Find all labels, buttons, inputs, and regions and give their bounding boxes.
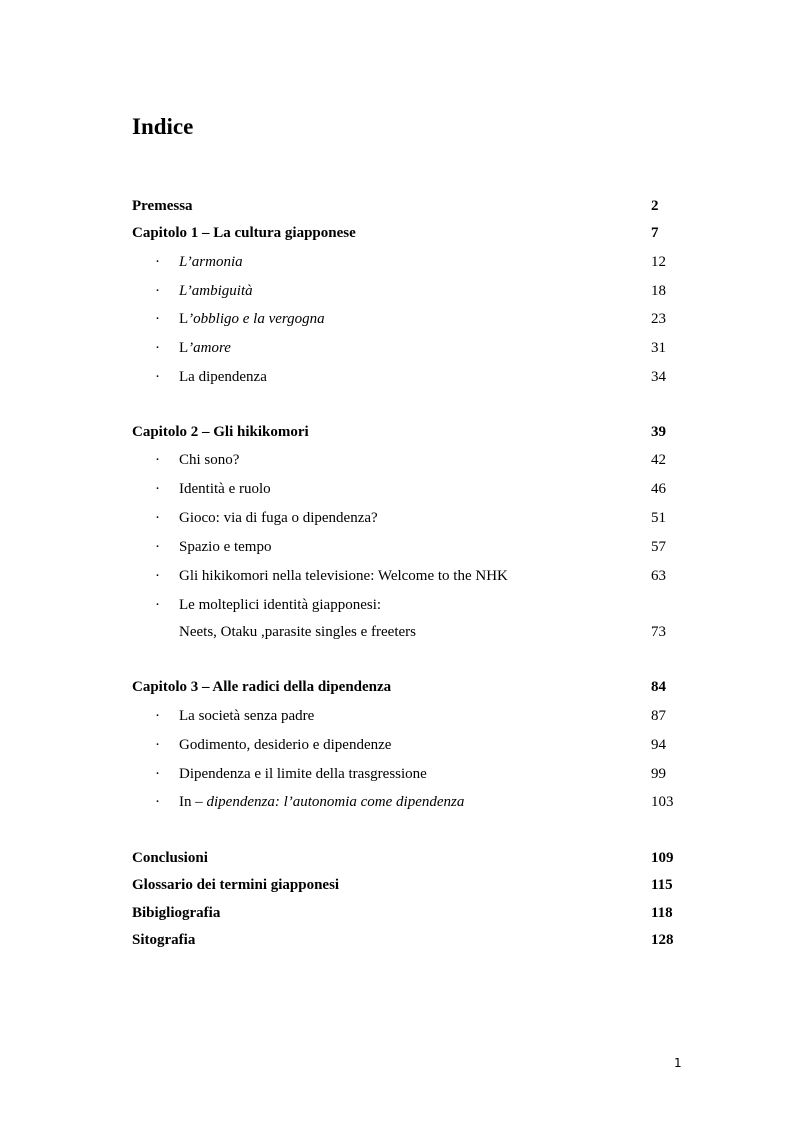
- toc-label: Chi sono?: [179, 452, 240, 468]
- bullet-icon: ·: [155, 568, 160, 584]
- toc-page-number: 84: [651, 679, 666, 695]
- toc-entry-societa-senza-padre[interactable]: [132, 705, 680, 727]
- toc-entry-capitolo-2[interactable]: [132, 421, 680, 443]
- toc-label: L’ambiguità: [179, 283, 253, 299]
- toc-entry-chi-sono[interactable]: [132, 449, 680, 471]
- toc-page-number: 118: [651, 905, 673, 921]
- toc-page-number: 87: [651, 708, 666, 724]
- toc-label: La dipendenza: [179, 369, 267, 385]
- toc-entry-capitolo-1[interactable]: [132, 222, 680, 244]
- toc-entry-obbligo-vergogna[interactable]: [132, 308, 680, 330]
- toc-entry-sitografia[interactable]: [132, 929, 680, 951]
- toc-page-number: 94: [651, 737, 666, 753]
- toc-entry-televisione[interactable]: [132, 565, 680, 587]
- toc-label-prefix: In –: [179, 794, 207, 810]
- toc-label: [179, 791, 464, 813]
- bullet-icon: ·: [155, 311, 160, 327]
- toc-entry-capitolo-3[interactable]: [132, 676, 680, 698]
- toc-entry-trasgressione[interactable]: [132, 763, 680, 785]
- toc-page-number: 128: [651, 932, 674, 948]
- toc-entry-premessa[interactable]: [132, 195, 680, 217]
- toc-page-number: 103: [651, 794, 674, 810]
- toc-page-number: 109: [651, 850, 674, 866]
- toc-label-italic: ’amore: [188, 340, 231, 356]
- toc-label: Capitolo 2 – Gli hikikomori: [132, 424, 309, 440]
- bullet-icon: ·: [155, 737, 160, 753]
- bullet-icon: ·: [155, 369, 160, 385]
- bullet-icon: ·: [155, 539, 160, 555]
- bullet-icon: ·: [155, 766, 160, 782]
- toc-entry-molteplici-identita-cont[interactable]: [132, 621, 680, 643]
- toc-page-number: 99: [651, 766, 666, 782]
- bullet-icon: ·: [155, 510, 160, 526]
- bullet-icon: ·: [155, 481, 160, 497]
- toc-label-italic: dipendenza: l’autonomia come dipendenza: [206, 794, 465, 810]
- toc-entry-godimento[interactable]: [132, 734, 680, 756]
- toc-page-number: 12: [651, 254, 666, 270]
- toc-label: Premessa: [132, 198, 193, 214]
- toc-label: Glossario dei termini giapponesi: [132, 877, 340, 893]
- toc-label-prefix: L: [179, 340, 189, 356]
- toc-page-number: 23: [651, 311, 666, 327]
- toc-page-number: 42: [651, 452, 666, 468]
- toc-label: Godimento, desiderio e dipendenze: [179, 737, 392, 753]
- bullet-icon: ·: [155, 794, 160, 810]
- toc-entry-spazio-tempo[interactable]: [132, 536, 680, 558]
- toc-entry-molteplici-identita[interactable]: [132, 594, 680, 616]
- toc-label: Spazio e tempo: [179, 539, 272, 555]
- toc-page-number: 46: [651, 481, 666, 497]
- toc-label-prefix: L: [179, 311, 189, 327]
- toc-label: L’armonia: [179, 254, 243, 270]
- toc-page-number: 57: [651, 539, 666, 555]
- toc-label: Gioco: via di fuga o dipendenza?: [179, 510, 378, 526]
- toc-entry-conclusioni[interactable]: [132, 847, 680, 869]
- toc-label: Le molteplici identità giapponesi:: [179, 597, 382, 613]
- toc-label: La società senza padre: [179, 708, 315, 724]
- page-title: Indice: [132, 114, 194, 139]
- toc-page-number: 115: [651, 877, 673, 893]
- toc-page-number: 2: [651, 198, 659, 214]
- toc-page-number: 63: [651, 568, 666, 584]
- bullet-icon: ·: [155, 597, 160, 613]
- toc-label: [179, 308, 325, 330]
- toc-label: Dipendenza e il limite della trasgressione: [179, 766, 427, 782]
- toc-page-number: 31: [651, 340, 666, 356]
- toc-label: Neets, Otaku ,parasite singles e freeters: [179, 624, 416, 640]
- toc-page-number: 34: [651, 369, 666, 385]
- toc-entry-glossario[interactable]: [132, 874, 680, 896]
- toc-label: [179, 337, 231, 359]
- toc-entry-identita-ruolo[interactable]: [132, 478, 680, 500]
- toc-entry-ambiguita[interactable]: [132, 280, 680, 302]
- toc-label: Capitolo 3 – Alle radici della dipendenza: [132, 679, 392, 695]
- toc-page-number: 73: [651, 624, 666, 640]
- bullet-icon: ·: [155, 254, 160, 270]
- bullet-icon: ·: [155, 452, 160, 468]
- bullet-icon: ·: [155, 708, 160, 724]
- toc-entry-amore[interactable]: [132, 337, 680, 359]
- toc-label: Bibigliografia: [132, 905, 221, 921]
- toc-label: Sitografia: [132, 932, 196, 948]
- toc-label: Identità e ruolo: [179, 481, 271, 497]
- toc-label: Gli hikikomori nella televisione: Welcome to the NHK: [179, 568, 508, 584]
- bullet-icon: ·: [155, 340, 160, 356]
- page-number-footer: 1: [674, 1056, 682, 1070]
- toc-page-number: 39: [651, 424, 666, 440]
- toc-page-number: 18: [651, 283, 666, 299]
- toc-page-number: 51: [651, 510, 666, 526]
- toc-entry-bibliografia[interactable]: [132, 902, 680, 924]
- toc-page-number: 7: [651, 225, 659, 241]
- bullet-icon: ·: [155, 283, 160, 299]
- toc-entry-in-dipendenza[interactable]: [132, 791, 680, 813]
- toc-label-italic: ’obbligo e la vergogna: [188, 311, 325, 327]
- toc-entry-gioco[interactable]: [132, 507, 680, 529]
- toc-entry-dipendenza[interactable]: [132, 366, 680, 388]
- toc-label: Capitolo 1 – La cultura giapponese: [132, 225, 356, 241]
- toc-label: Conclusioni: [132, 850, 208, 866]
- toc-entry-armonia[interactable]: [132, 251, 680, 273]
